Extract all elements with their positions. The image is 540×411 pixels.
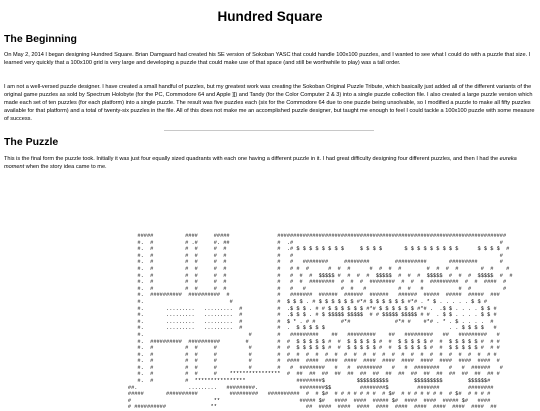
section-heading-beginning: The Beginning	[4, 33, 77, 45]
puzzle-line: #. # # # # # # # # # # # # # # # # #	[112, 285, 507, 292]
puzzle-line: ##### ########## ######### ########## # # $# # # # # # # # # $# # # # # # # # # $# # # # #	[112, 391, 491, 398]
puzzle-line: #. ......... ......... # # .$ $ $ . # $ $$$$$ $$$$$ # # $$$$$ $$$$$ # # . $ $ . . . . $ $ #	[112, 312, 497, 319]
puzzle-line: # ** ##### $# #### #### ##### $# #### #### ##### $# ####	[112, 397, 491, 404]
puzzle-line: #. # # # # # # # $ $ $ $ $ # # $ $ $ $ $ # # $ $ $ $ $ # # $ $ $ $ $ # # #	[112, 345, 500, 352]
puzzle-line: #. # # # # # # #### #### #### #### #### #### #### #### #### #### #### #	[112, 358, 500, 365]
puzzle-line: #. # # # # # # # # # $$$$$ # # # # $$$$$ # # # $$$$$ # # # $$$$$ # #	[112, 272, 513, 279]
puzzle-line: #. ......... ......... # # . $ $ $ $ $ . . $ $ $ $ #	[112, 325, 497, 332]
paragraph-intro: On May 2, 2014 I began designing Hundred Square. Brian Damgaard had created his SE version of Sokoban YASC that could handle 100x100 puzzles, and I wanted to see what I could do with a puzzle that size. I learned very quickly that a 100x100 grid is very large and developing a puzzle that could make use of that space (and still be worthwhile to play) was a tall order.	[4, 52, 531, 66]
puzzle-line: ##### #### ##### ########################################################################	[112, 233, 507, 239]
puzzle-line: #. # # .# #. ## # .# #	[112, 239, 503, 246]
puzzle-line: #. # # # # # # # # ######## # # # ######## # # # ######### # # #### #	[112, 279, 507, 286]
puzzle-line: #. # # $ $ $ . # $ $ $ $ $ $ #*# $ $ $ $ $ $ #*# . * $ . . . . . $ $ #	[112, 298, 488, 305]
puzzle-line: ##. ......... #########. ########$$ ########$ ####### ########	[112, 384, 494, 391]
paragraph-puzzle-intro	[4, 155, 536, 171]
puzzle-line: #. ......... ......... # # $ * . # # #*# #*# # #*# . * . $ . . . . #	[112, 318, 494, 325]
puzzle-line: #. # # **************** ########$ $$$$$$$$$$ $$$$$$$$$ $$$$$$#	[112, 378, 491, 385]
puzzle-line: #. # # # # # # # #	[112, 252, 503, 259]
puzzle-line: #. ########## ########## # # # $ $ $ $ $ # # $ $ $ $ $ # # $ $ $ $ $ # # $ $ $ $ $ # # #	[112, 338, 500, 345]
paragraph-background: I am not a well-versed puzzle designer. I have created a small handful of puzzles, but my greatest work was creating the Sokoban Original Puzzle Tribute, which basically just added all of the different variants of the original game puzzles as sold by Spectrum Holobyte (for the PC, Commodore 64 and Apple ][) and Tandy (for the Color Computer 2 & 3) into a single puzzle collection file. I also created a large puzzle version which made each set of ten puzzles (for each platform) into a single puzzle. The result was five puzzles each (six for the Commodore 64 due to one puzzle being unsolvable, so I modified a puzzle to make all fifty puzzles available for that platform) and a total of twenty-six puzzles in the file. All of this does not make me an accomplished puzzle designer, but taught me enough to feel I could tackle a 100x100 puzzle with some measure of success.	[4, 84, 535, 122]
puzzle-line: # ########## ** ## #### #### #### #### #### #### #### #### #### ##	[112, 404, 497, 411]
puzzle-line: #. # # ######### ## ######### ## ######### ## ######### #	[112, 331, 500, 338]
puzzle-line: #. # # # # **************** # ## ## ## ## ## ## ## ## ## ## ## ## ## ## ## ## #	[112, 371, 500, 378]
page-title: Hundred Square	[217, 9, 323, 24]
section-heading-puzzle: The Puzzle	[4, 136, 59, 148]
puzzle-line: #. # # # # # # # # # # # # # # # # # # # # # # # # # # # # #	[112, 351, 497, 358]
section-divider	[164, 130, 374, 131]
puzzle-line: #. ########## ########## # # ####### ###### ###### ###### ###### ##### ##### ##### ###	[112, 292, 500, 299]
puzzle-line: #. # # # # # # # ######## # # ######## # # ######## # # ###### #	[112, 364, 503, 371]
puzzle-line: #. # # # # # # .# $ $ $ $ $ $ $ $ $ $ $ $ $ $ $ $ $ $ $ $ $ $ $ $ $ #	[112, 246, 510, 253]
puzzle-line: #. ......... ......... # # .$ $ $ . # # $ $ $ $ $ $ #*# $ $ $ $ $ $ #*# . .$ $ . . . . $ $ #	[112, 305, 497, 312]
puzzle-intro-emphasis: eureka moment	[4, 156, 517, 170]
puzzle-intro-text-end: when the story idea came to me.	[24, 164, 107, 170]
puzzle-line: #. # # # # # # # # # # # # # # # # # # # # # # #	[112, 265, 510, 272]
puzzle-map	[112, 233, 540, 411]
puzzle-intro-text: This is the final form the puzzle took. Initially it was just four equally sized quadrants with each one having a different puzzle in it. I had great difficulty designing four different puzzles, and then I had the	[4, 156, 500, 162]
puzzle-line: #. # # # # # # # ######## ######## ########## ######### #	[112, 259, 503, 266]
